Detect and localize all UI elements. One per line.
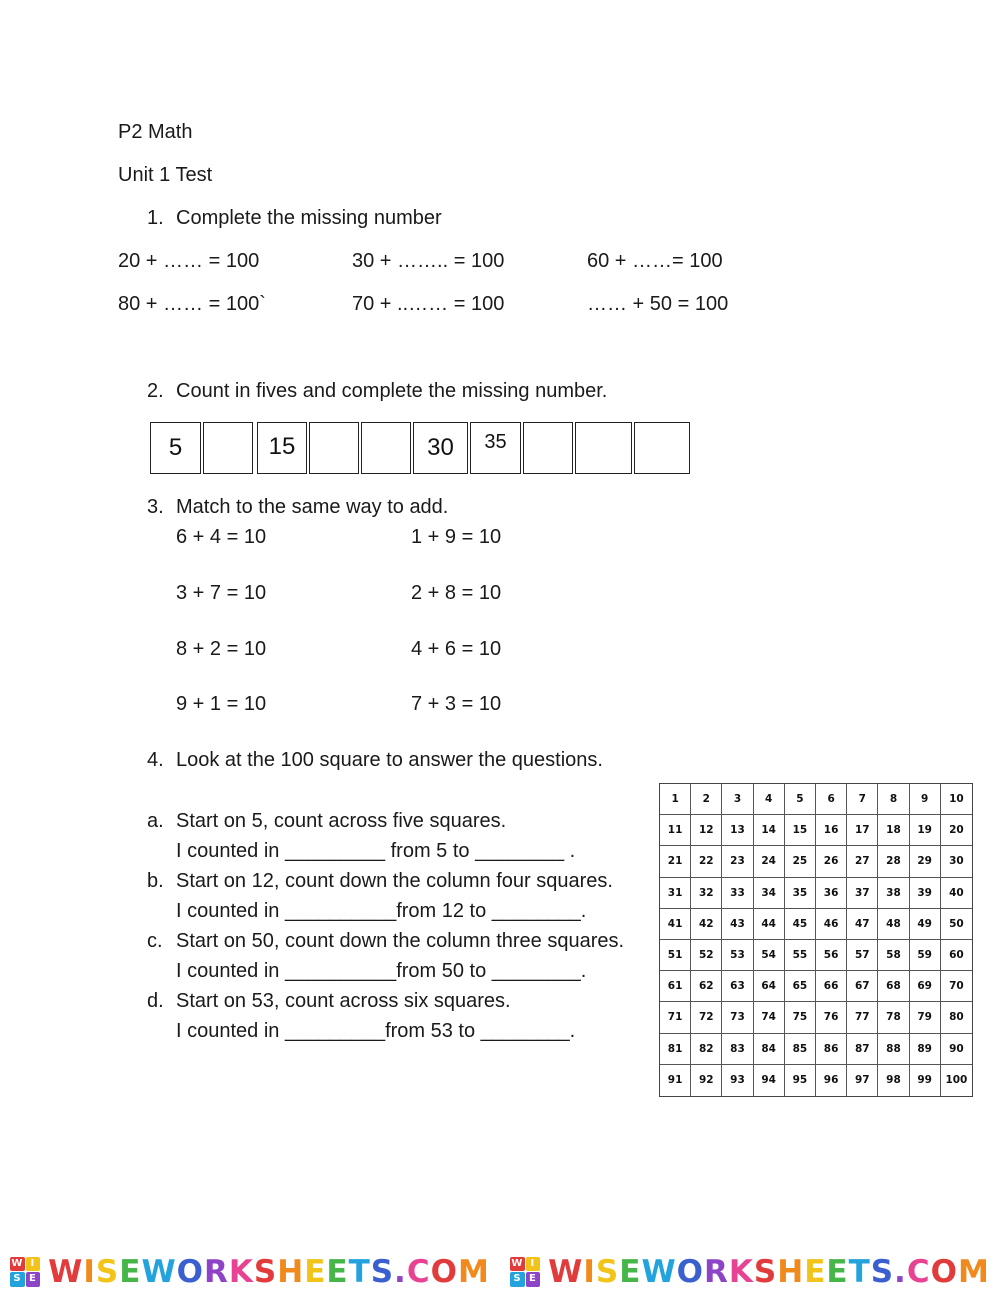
hundred-square-cell: 40	[941, 878, 972, 909]
hundred-square-cell: 27	[847, 846, 878, 877]
hundred-square-cell: 22	[691, 846, 722, 877]
hundred-square-cell: 66	[816, 971, 847, 1002]
hundred-square-cell: 76	[816, 1002, 847, 1033]
brand-letter: S	[370, 1253, 395, 1290]
brand-letter: W	[48, 1253, 84, 1290]
q4-part-question: Start on 5, count across five squares.	[176, 810, 507, 832]
hundred-square-cell: 60	[941, 940, 972, 971]
hundred-square-cell: 91	[660, 1065, 691, 1096]
brand-letter: M	[957, 1253, 990, 1290]
count-box: 15	[257, 422, 307, 474]
hundred-square-cell: 55	[785, 940, 816, 971]
hundred-square-cell: 50	[941, 909, 972, 940]
hundred-square-cell: 41	[660, 909, 691, 940]
count-box-empty	[361, 422, 411, 474]
logo-tile: W	[510, 1257, 525, 1272]
hundred-square-cell: 16	[816, 815, 847, 846]
brand-letter: O	[930, 1253, 958, 1290]
hundred-square-cell: 58	[878, 940, 909, 971]
q2-title: Count in fives and complete the missing number.	[176, 380, 608, 402]
hundred-square-cell: 72	[691, 1002, 722, 1033]
brand-letter: E	[804, 1253, 827, 1290]
hundred-square-cell: 45	[785, 909, 816, 940]
hundred-square-cell: 30	[941, 846, 972, 877]
hundred-square-cell: 51	[660, 940, 691, 971]
logo-tile: E	[526, 1272, 541, 1287]
brand-text	[548, 1254, 990, 1290]
hundred-square-cell: 38	[878, 878, 909, 909]
q4-part-question: Start on 50, count down the column three squares.	[176, 930, 625, 952]
q3-title: Match to the same way to add.	[176, 496, 449, 518]
hundred-square-cell: 29	[910, 846, 941, 877]
hundred-square-cell: 6	[816, 784, 847, 815]
wise-logo-icon	[510, 1257, 540, 1287]
hundred-square-cell: 69	[910, 971, 941, 1002]
q1-item: 70 + ..…… = 100	[352, 293, 505, 315]
q2-number: 2.	[147, 380, 164, 402]
hundred-square-cell: 39	[910, 878, 941, 909]
hundred-square-cell: 74	[754, 1002, 785, 1033]
count-box-empty	[309, 422, 359, 474]
q4-part-answer: I counted in _________from 53 to ________.	[176, 1020, 576, 1042]
brand-letter: H	[777, 1253, 805, 1290]
logo-tile: I	[26, 1257, 41, 1272]
hundred-square-cell: 70	[941, 971, 972, 1002]
test-title: Unit 1 Test	[118, 164, 213, 186]
q4-part-answer: I counted in _________ from 5 to ________ .	[176, 840, 576, 862]
q1-item: 30 + …….. = 100	[352, 250, 505, 272]
hundred-square-cell: 53	[722, 940, 753, 971]
brand-letter: .	[894, 1253, 907, 1290]
hundred-square-cell: 32	[691, 878, 722, 909]
hundred-square-cell: 13	[722, 815, 753, 846]
hundred-square-cell: 48	[878, 909, 909, 940]
brand-letter: E	[326, 1253, 349, 1290]
hundred-square-cell: 28	[878, 846, 909, 877]
brand-letter: S	[870, 1253, 895, 1290]
hundred-square-cell: 21	[660, 846, 691, 877]
match-left: 3 + 7 = 10	[176, 582, 267, 604]
hundred-square-cell: 54	[754, 940, 785, 971]
brand-letter: K	[728, 1253, 754, 1290]
brand-letter: E	[304, 1253, 327, 1290]
brand-letter: S	[595, 1253, 620, 1290]
hundred-square-cell: 17	[847, 815, 878, 846]
brand-letter: E	[619, 1253, 642, 1290]
hundred-square-cell: 46	[816, 909, 847, 940]
count-box-empty	[634, 422, 690, 474]
hundred-square-cell: 80	[941, 1002, 972, 1033]
hundred-square-cell: 19	[910, 815, 941, 846]
hundred-square-cell: 71	[660, 1002, 691, 1033]
hundred-square-cell: 9	[910, 784, 941, 815]
hundred-square-cell: 12	[691, 815, 722, 846]
brand-letter: S	[753, 1253, 778, 1290]
q4-part-answer: I counted in __________from 50 to ________.	[176, 960, 587, 982]
hundred-square-cell: 97	[847, 1065, 878, 1096]
hundred-square-cell: 37	[847, 878, 878, 909]
q4-title: Look at the 100 square to answer the questions.	[176, 749, 603, 771]
hundred-square-cell: 86	[816, 1034, 847, 1065]
q4-part-question: Start on 53, count across six squares.	[176, 990, 511, 1012]
q1-item: 20 + …… = 100	[118, 250, 260, 272]
hundred-square-cell: 89	[910, 1034, 941, 1065]
q1-item: …… + 50 = 100	[587, 293, 729, 315]
q4-part-letter: a.	[147, 810, 164, 832]
subject-title: P2 Math	[118, 121, 193, 143]
hundred-square-cell: 36	[816, 878, 847, 909]
brand-letter: T	[348, 1253, 371, 1290]
brand-letter: C	[906, 1253, 931, 1290]
hundred-square-cell: 88	[878, 1034, 909, 1065]
hundred-square-cell: 64	[754, 971, 785, 1002]
hundred-square-cell: 49	[910, 909, 941, 940]
brand-logo	[10, 1254, 490, 1290]
hundred-square-cell: 43	[722, 909, 753, 940]
hundred-square-cell: 83	[722, 1034, 753, 1065]
hundred-square-cell: 23	[722, 846, 753, 877]
brand-text	[48, 1254, 490, 1290]
match-left: 6 + 4 = 10	[176, 526, 267, 548]
q4-part-answer: I counted in __________from 12 to ________.	[176, 900, 587, 922]
brand-letter: E	[119, 1253, 142, 1290]
hundred-square-cell: 77	[847, 1002, 878, 1033]
logo-tile: E	[26, 1272, 41, 1287]
hundred-square-cell: 18	[878, 815, 909, 846]
brand-letter: O	[176, 1253, 204, 1290]
count-box-empty	[523, 422, 573, 474]
hundred-square-cell: 75	[785, 1002, 816, 1033]
logo-tile: I	[526, 1257, 541, 1272]
hundred-square-cell: 56	[816, 940, 847, 971]
hundred-square-cell: 8	[878, 784, 909, 815]
logo-tile: S	[10, 1272, 25, 1287]
hundred-square-cell: 63	[722, 971, 753, 1002]
hundred-square-cell: 85	[785, 1034, 816, 1065]
brand-letter: S	[253, 1253, 278, 1290]
brand-letter: R	[204, 1253, 229, 1290]
hundred-square-cell: 68	[878, 971, 909, 1002]
hundred-square-cell: 96	[816, 1065, 847, 1096]
hundred-square-cell: 67	[847, 971, 878, 1002]
q4-part-letter: c.	[147, 930, 163, 952]
match-left: 9 + 1 = 10	[176, 693, 267, 715]
brand-letter: W	[548, 1253, 584, 1290]
hundred-square-cell: 35	[785, 878, 816, 909]
hundred-square-cell: 81	[660, 1034, 691, 1065]
hundred-square-cell: 5	[785, 784, 816, 815]
match-right: 7 + 3 = 10	[411, 693, 502, 715]
brand-letter: O	[676, 1253, 704, 1290]
count-box: 5	[150, 422, 201, 474]
hundred-square	[659, 783, 973, 1097]
hundred-square-cell: 82	[691, 1034, 722, 1065]
hundred-square-cell: 52	[691, 940, 722, 971]
q1-number: 1.	[147, 207, 164, 229]
hundred-square-cell: 79	[910, 1002, 941, 1033]
hundred-square-cell: 47	[847, 909, 878, 940]
q3-number: 3.	[147, 496, 164, 518]
hundred-square-cell: 25	[785, 846, 816, 877]
hundred-square-cell: 62	[691, 971, 722, 1002]
brand-letter: I	[583, 1253, 596, 1290]
brand-letter: K	[228, 1253, 254, 1290]
brand-letter: E	[826, 1253, 849, 1290]
q1-item: 80 + …… = 100`	[118, 293, 266, 315]
brand-letter: W	[141, 1253, 177, 1290]
hundred-square-cell: 100	[945, 1074, 968, 1087]
hundred-square-cell: 24	[754, 846, 785, 877]
hundred-square-cell: 1	[660, 784, 691, 815]
hundred-square-cell: 7	[847, 784, 878, 815]
q1-title: Complete the missing number	[176, 207, 442, 229]
brand-letter: .	[394, 1253, 407, 1290]
hundred-square-cell: 98	[878, 1065, 909, 1096]
match-left: 8 + 2 = 10	[176, 638, 267, 660]
brand-letter: I	[83, 1253, 96, 1290]
hundred-square-cell: 99	[910, 1065, 941, 1096]
count-box-empty	[203, 422, 253, 474]
hundred-square-cell: 44	[754, 909, 785, 940]
brand-letter: W	[641, 1253, 677, 1290]
hundred-square-cell: 11	[660, 815, 691, 846]
hundred-square-cell: 2	[691, 784, 722, 815]
brand-letter: C	[406, 1253, 431, 1290]
brand-logo	[510, 1254, 990, 1290]
footer-banner	[0, 1252, 1000, 1291]
brand-letter: S	[95, 1253, 120, 1290]
hundred-square-cell: 73	[722, 1002, 753, 1033]
hundred-square-cell: 3	[722, 784, 753, 815]
count-box: 30	[413, 422, 468, 474]
brand-letter: H	[277, 1253, 305, 1290]
q4-part-letter: d.	[147, 990, 164, 1012]
count-box: 35	[470, 422, 521, 474]
q4-number: 4.	[147, 749, 164, 771]
hundred-square-cell: 57	[847, 940, 878, 971]
hundred-square-cell: 34	[754, 878, 785, 909]
hundred-square-cell: 78	[878, 1002, 909, 1033]
hundred-square-cell: 15	[785, 815, 816, 846]
brand-letter: T	[848, 1253, 871, 1290]
match-right: 4 + 6 = 10	[411, 638, 502, 660]
hundred-square-cell: 84	[754, 1034, 785, 1065]
hundred-square-cell: 92	[691, 1065, 722, 1096]
q4-part-question: Start on 12, count down the column four squares.	[176, 870, 613, 892]
match-right: 1 + 9 = 10	[411, 526, 502, 548]
count-box-empty	[575, 422, 632, 474]
hundred-square-cell: 14	[754, 815, 785, 846]
hundred-square-cell: 95	[785, 1065, 816, 1096]
hundred-square-cell: 61	[660, 971, 691, 1002]
hundred-square-cell: 31	[660, 878, 691, 909]
hundred-square-cell: 65	[785, 971, 816, 1002]
hundred-square-cell: 26	[816, 846, 847, 877]
match-right: 2 + 8 = 10	[411, 582, 502, 604]
q1-item: 60 + ……= 100	[587, 250, 723, 272]
hundred-square-cell: 93	[722, 1065, 753, 1096]
logo-tile: W	[10, 1257, 25, 1272]
hundred-square-cell: 10	[941, 784, 972, 815]
wise-logo-icon	[10, 1257, 40, 1287]
brand-letter: O	[430, 1253, 458, 1290]
hundred-square-cell: 87	[847, 1034, 878, 1065]
hundred-square-cell: 4	[754, 784, 785, 815]
hundred-square-cell: 94	[754, 1065, 785, 1096]
brand-letter: R	[704, 1253, 729, 1290]
brand-letter: M	[457, 1253, 490, 1290]
logo-tile: S	[510, 1272, 525, 1287]
hundred-square-cell: 42	[691, 909, 722, 940]
hundred-square-cell: 33	[722, 878, 753, 909]
hundred-square-cell: 90	[941, 1034, 972, 1065]
hundred-square-cell: 59	[910, 940, 941, 971]
hundred-square-cell: 20	[941, 815, 972, 846]
q4-part-letter: b.	[147, 870, 164, 892]
